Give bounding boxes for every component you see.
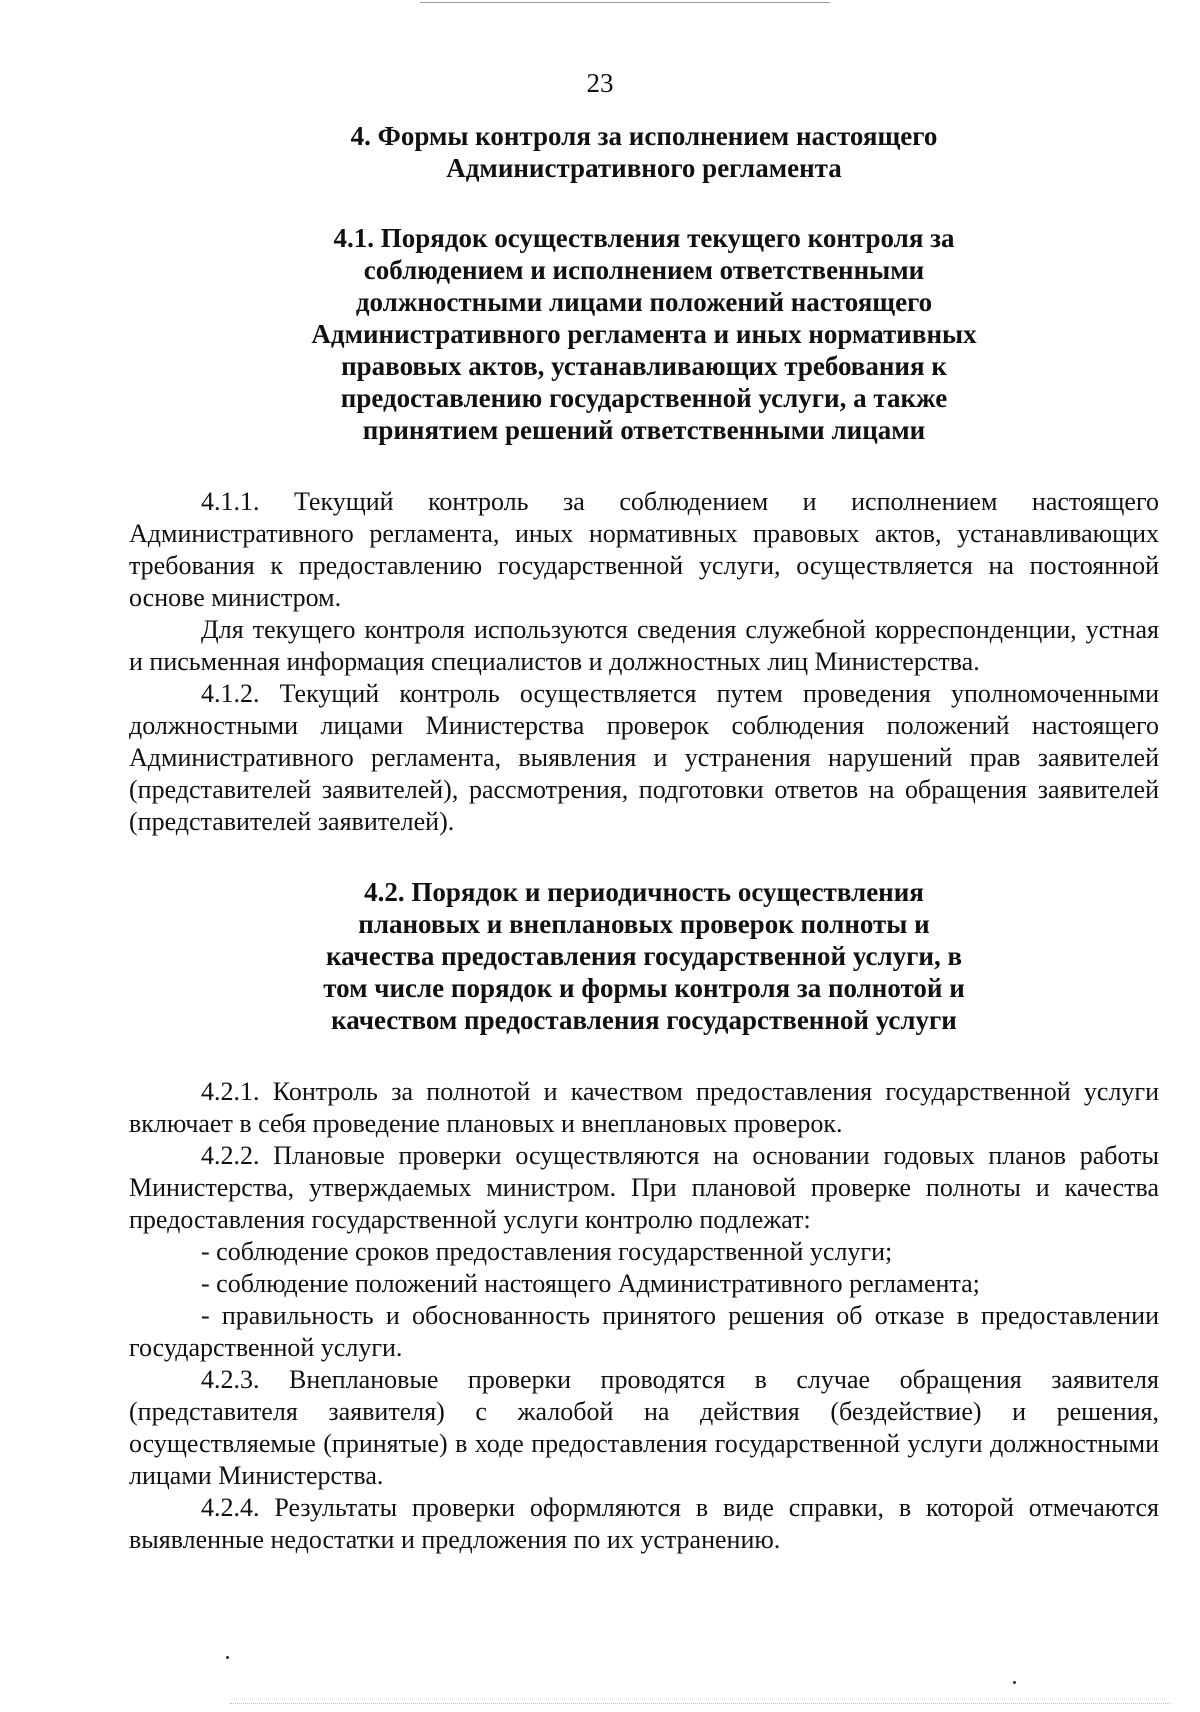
paragraph-4-1-1: 4.1.1. Текущий контроль за соблюдением и исполнением настоящего Административного регламента, иных нормативных правовых актов, устанавливающих требования к предоставлению государственной услуги, осуществляется на постоянной основе министром. <box>129 487 1159 612</box>
paragraph-4-2-1: 4.2.1. Контроль за полнотой и качеством предоставления государственной услуги включает в себя проведение плановых и внеплановых проверок. <box>129 1077 1159 1138</box>
heading-line: качеством предоставления государственной услуги <box>331 1005 957 1035</box>
heading-line: 4.1. Порядок осуществления текущего контроля за <box>333 223 955 253</box>
section-4-heading <box>129 120 1159 184</box>
top-scan-rule <box>420 2 830 3</box>
heading-line: том числе порядок и формы контроля за полнотой и <box>323 973 965 1003</box>
heading-line: соблюдением и исполнением ответственными <box>363 255 925 285</box>
heading-line: Административного регламента <box>446 153 842 183</box>
heading-line: должностными лицами положений настоящего <box>355 287 933 317</box>
heading-line: 4.2. Порядок и периодичность осуществления <box>364 877 924 907</box>
heading-line: 4. Формы контроля за исполнением настоящего <box>350 121 938 151</box>
heading-line: правовых актов, устанавливающих требования к <box>341 351 947 381</box>
paragraph-4-2-4: 4.2.4. Результаты проверки оформляются в виде справки, в которой отмечаются выявленные недостатки и предложения по их устранению. <box>129 1493 1159 1554</box>
section-4-2-heading <box>129 876 1159 1036</box>
bottom-scan-artifacts <box>230 1703 1170 1707</box>
list-item-regulation-compliance: - соблюдение положений настоящего Административного регламента; <box>201 1269 980 1298</box>
heading-line: принятием решений ответственными лицами <box>362 415 926 445</box>
scan-speck <box>1013 1681 1016 1684</box>
heading-line: Административного регламента и иных нормативных <box>311 319 977 349</box>
document-body <box>129 120 1159 1556</box>
heading-line: плановых и внеплановых проверок полноты и <box>358 909 930 939</box>
paragraph-4-1-2: 4.1.2. Текущий контроль осуществляется путем проведения уполномоченными должностными лицами Министерства проверок соблюдения положений настоящего Административного регламента, выявления и устранения нарушений прав заявителей (представителей заявителей), рассмотрения, подготовки ответов на обращения заявителей (представителей заявителей). <box>129 679 1159 836</box>
paragraph-4-2-2: 4.2.2. Плановые проверки осуществляются на основании годовых планов работы Министерства, утверждаемых министром. При плановой проверке полноты и качества предоставления государственной услуги контролю подлежат: <box>129 1141 1159 1234</box>
paragraph-4-2-3: 4.2.3. Внеплановые проверки проводятся в случае обращения заявителя (представителя заявителя) с жалобой на действия (бездействие) и решения, осуществляемые (принятые) в ходе предоставления государственной услуги должностными лицами Министерства. <box>129 1365 1159 1490</box>
section-4-1-heading <box>129 222 1159 446</box>
scan-speck <box>226 1656 229 1659</box>
page-number: 23 <box>586 68 614 98</box>
paragraph-current-control-sources: Для текущего контроля используются сведения служебной корреспонденции, устная и письменная информация специалистов и должностных лиц Министерства. <box>129 615 1159 676</box>
list-item-refusal-validity: - правильность и обоснованность принятого решения об отказе в предоставлении государственной услуги. <box>129 1301 1159 1362</box>
heading-line: качества предоставления государственной услуги, в <box>325 941 963 971</box>
list-item-deadlines: - соблюдение сроков предоставления государственной услуги; <box>201 1237 893 1266</box>
heading-line: предоставлению государственной услуги, а также <box>340 383 948 413</box>
